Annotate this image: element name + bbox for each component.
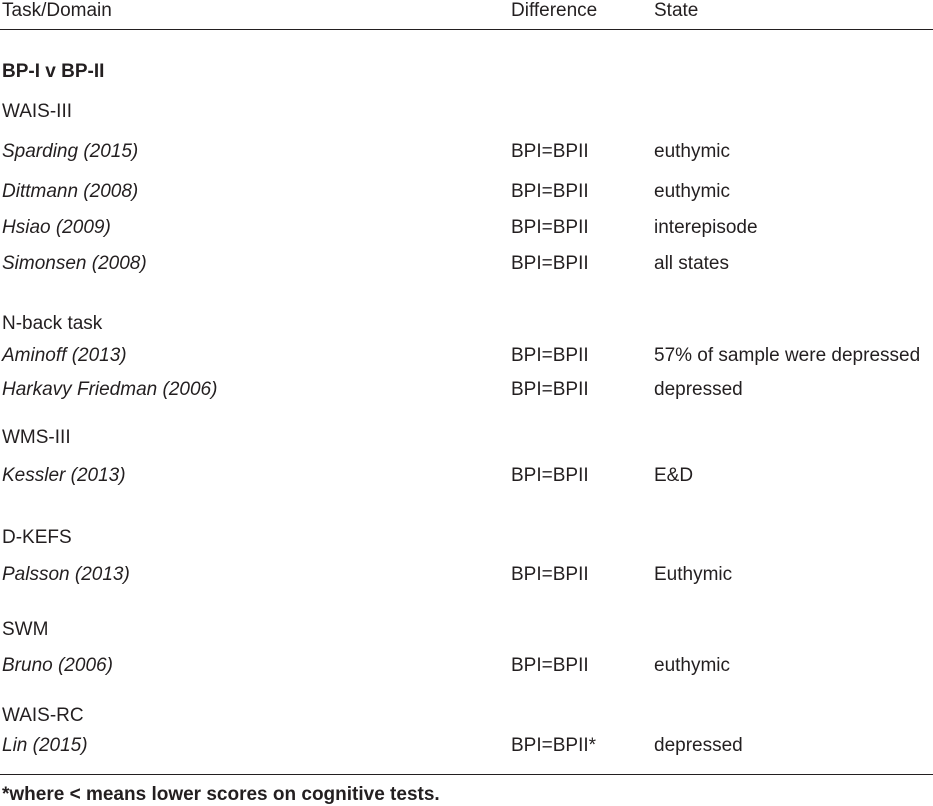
section-title: BP-I v BP-II [2, 61, 105, 82]
header-task-domain: Task/Domain [2, 0, 112, 21]
difference-cell: BPI=BPII [511, 217, 589, 238]
state-cell: euthymic [654, 181, 731, 202]
header-difference: Difference [511, 0, 598, 21]
difference-cell: BPI=BPII [511, 465, 589, 486]
group-label-n-back-task: N-back task [2, 313, 103, 334]
study-cell: Hsiao (2009) [2, 217, 111, 238]
study-cell: Harkavy Friedman (2006) [2, 379, 218, 400]
group-label-wais-iii: WAIS-III [2, 101, 73, 122]
study-cell: Dittmann (2008) [2, 181, 139, 202]
study-cell: Lin (2015) [2, 735, 88, 756]
difference-cell: BPI=BPII [511, 655, 589, 676]
state-cell: Euthymic [654, 564, 733, 585]
group-label-wms-iii: WMS-III [2, 427, 71, 448]
difference-cell: BPI=BPII [511, 141, 589, 162]
state-cell: depressed [654, 735, 743, 756]
footnote: *where < means lower scores on cognitive tests. [2, 784, 440, 805]
state-cell: all states [654, 253, 729, 274]
state-cell: euthymic [654, 655, 731, 676]
difference-cell: BPI=BPII [511, 379, 589, 400]
study-cell: Simonsen (2008) [2, 253, 147, 274]
difference-cell: BPI=BPII [511, 564, 589, 585]
header-rule [0, 29, 933, 30]
difference-cell: BPI=BPII* [511, 735, 597, 756]
header-state: State [654, 0, 699, 21]
study-cell: Kessler (2013) [2, 465, 126, 486]
group-label-d-kefs: D-KEFS [2, 527, 72, 548]
study-cell: Aminoff (2013) [2, 345, 127, 366]
state-cell: depressed [654, 379, 743, 400]
state-cell: E&D [654, 465, 694, 486]
study-cell: Bruno (2006) [2, 655, 113, 676]
group-label-wais-rc: WAIS-RC [2, 705, 84, 726]
study-cell: Sparding (2015) [2, 141, 139, 162]
state-cell: 57% of sample were depressed [654, 345, 921, 366]
state-cell: euthymic [654, 141, 731, 162]
difference-cell: BPI=BPII [511, 181, 589, 202]
group-label-swm: SWM [2, 619, 49, 640]
state-cell: interepisode [654, 217, 758, 238]
difference-cell: BPI=BPII [511, 253, 589, 274]
difference-cell: BPI=BPII [511, 345, 589, 366]
study-cell: Palsson (2013) [2, 564, 130, 585]
footer-rule [0, 774, 933, 775]
